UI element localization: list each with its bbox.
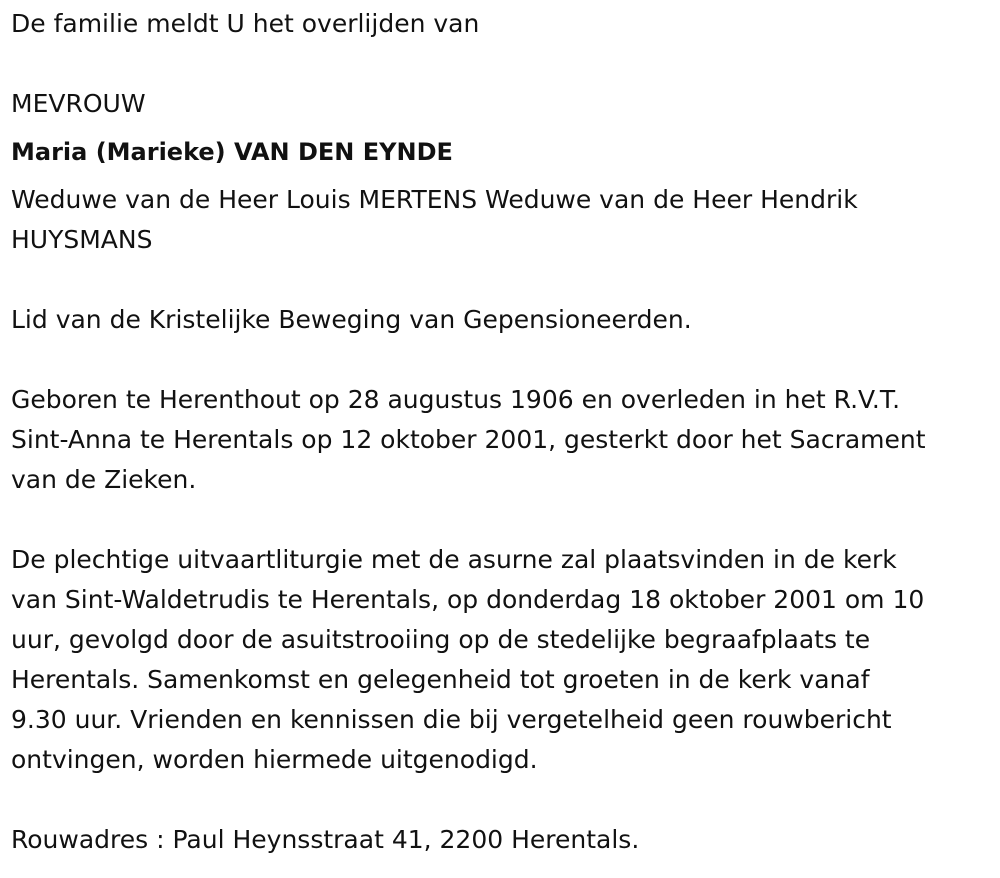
birth-death-line: Geboren te Herenthout op 28 augustus 1906 en overleden in het R.V.T. xyxy=(11,385,901,414)
salutation: MEVROUW xyxy=(11,89,146,118)
birth-death-line: van de Zieken. xyxy=(11,465,197,494)
widow-line: HUYSMANS xyxy=(11,225,153,254)
spacer xyxy=(11,500,991,540)
funeral-line: Herentals. Samenkomst en gelegenheid tot groeten in de kerk vanaf xyxy=(11,665,870,694)
funeral-line: van Sint-Waldetrudis te Herentals, op donderdag 18 oktober 2001 om 10 xyxy=(11,585,925,614)
funeral-line: De plechtige uitvaartliturgie met de asurne zal plaatsvinden in de kerk xyxy=(11,545,897,574)
funeral-line: uur, gevolgd door de asuitstrooiing op de stedelijke begraafplaats te xyxy=(11,625,871,654)
birth-death-line: Sint-Anna te Herentals op 12 oktober 2001, gesterkt door het Sacrament xyxy=(11,425,926,454)
membership-text: Lid van de Kristelijke Beweging van Gepensioneerden. xyxy=(11,305,692,334)
spacer xyxy=(11,780,991,820)
spacer xyxy=(11,340,991,380)
mourning-address: Rouwadres : Paul Heynsstraat 41, 2200 Herentals. xyxy=(11,825,640,854)
deceased-name: Maria (Marieke) VAN DEN EYNDE xyxy=(11,138,453,166)
spacer xyxy=(11,44,991,84)
spacer xyxy=(11,260,991,300)
obituary-notice xyxy=(11,4,991,860)
funeral-line: 9.30 uur. Vrienden en kennissen die bij vergetelheid geen rouwbericht xyxy=(11,705,892,734)
funeral-line: ontvingen, worden hiermede uitgenodigd. xyxy=(11,745,538,774)
intro-text: De familie meldt U het overlijden van xyxy=(11,9,480,38)
widow-line: Weduwe van de Heer Louis MERTENS Weduwe van de Heer Hendrik xyxy=(11,185,858,214)
widow-paragraph xyxy=(11,180,991,260)
funeral-paragraph xyxy=(11,540,991,780)
birth-death-paragraph xyxy=(11,380,991,500)
